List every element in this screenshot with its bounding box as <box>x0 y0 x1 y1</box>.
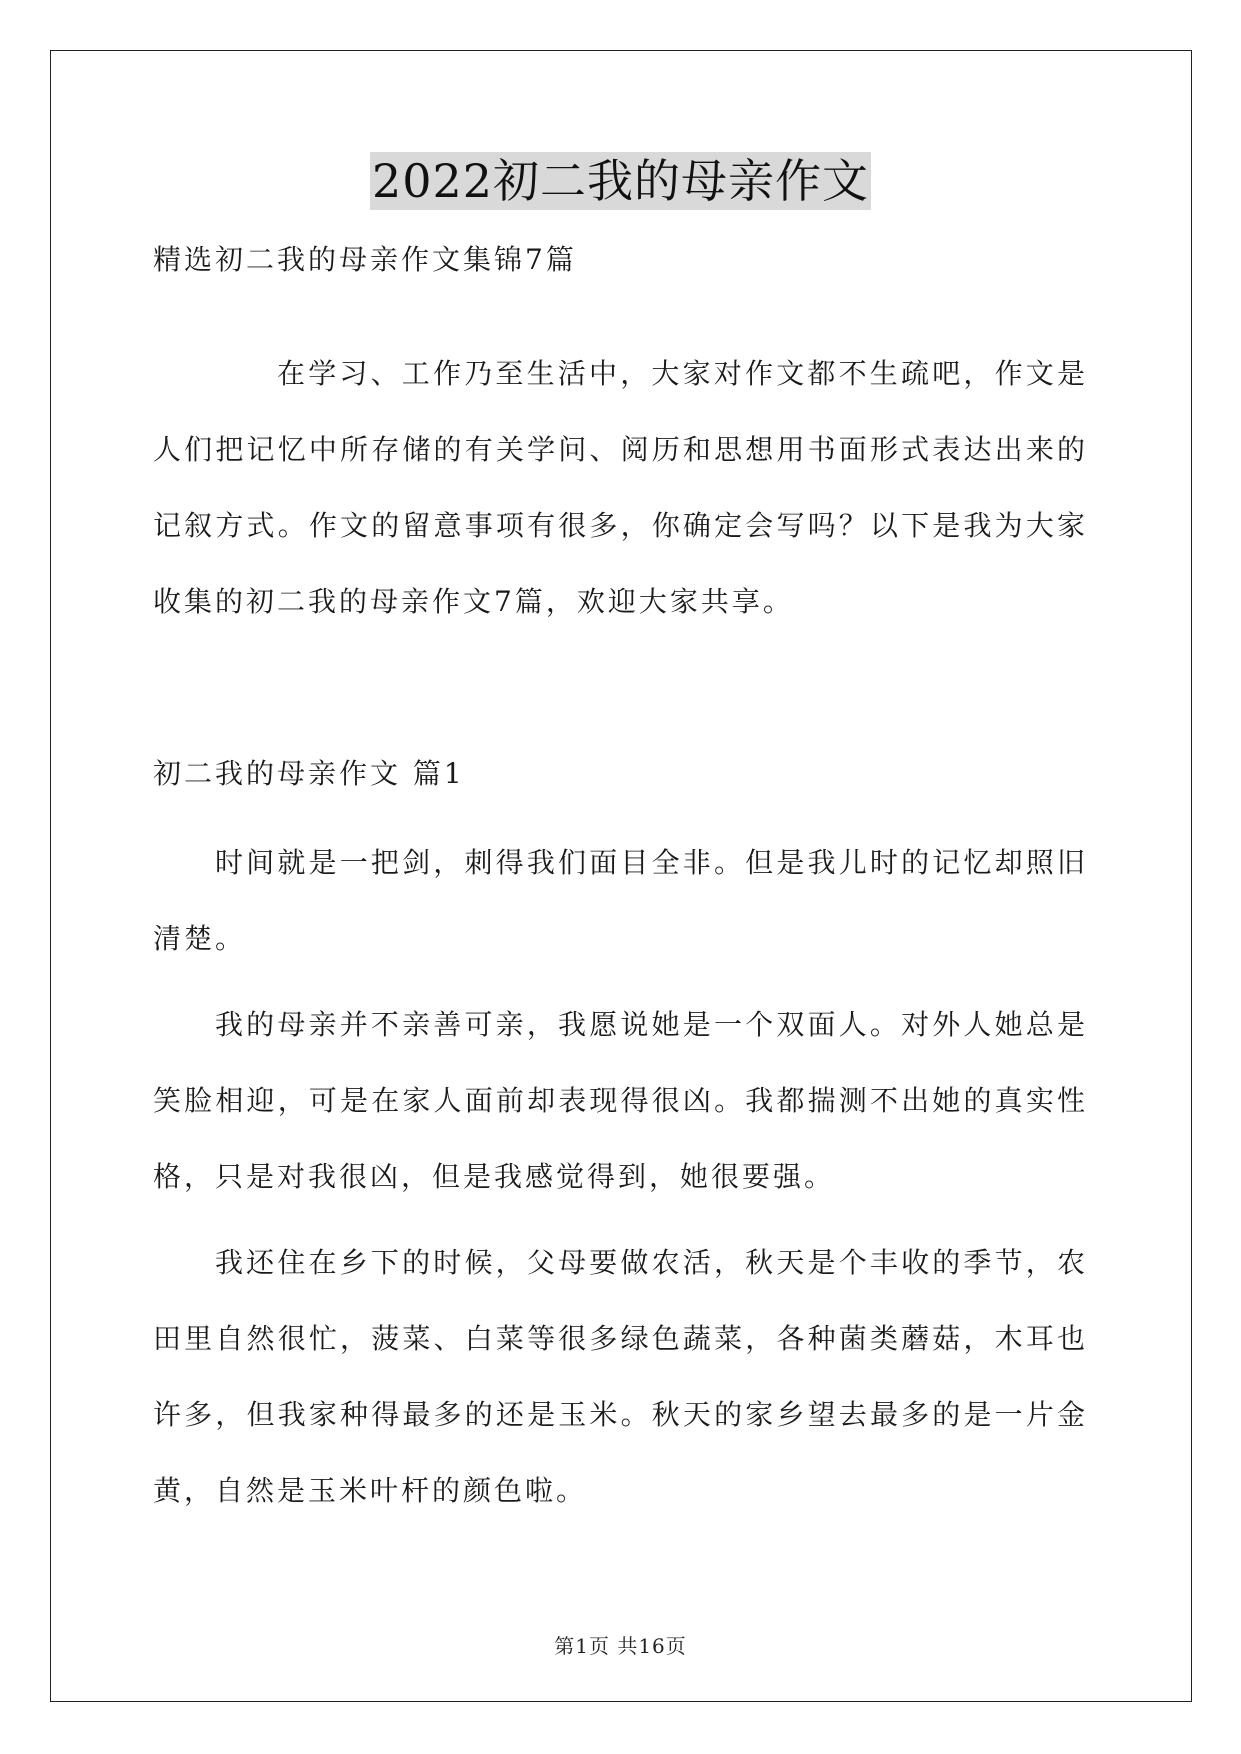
document-title: 2022初二我的母亲作文 <box>371 154 870 208</box>
section-heading: 初二我的母亲作文 篇1 <box>153 757 465 790</box>
intro-paragraph: 在学习、工作乃至生活中，大家对作文都不生疏吧，作文是人们把记忆中所存储的有关学问、阅历和思想用书面形式表达出来的记叙方式。作文的留意事项有很多，你确定会写吗？以下是我为大家收集的初二我的母亲作文7篇，欢迎大家共享。 <box>153 357 1088 618</box>
page-footer: 第1页 共16页 <box>554 1634 687 1658</box>
body-paragraph-2: 我的母亲并不亲善可亲，我愿说她是一个双面人。对外人她总是笑脸相迎，可是在家人面前却表现得很凶。我都揣测不出她的真实性格，只是对我很凶，但是我感觉得到，她很要强。 <box>153 1008 1088 1193</box>
body-paragraph-3: 我还住在乡下的时候，父母要做农活，秋天是个丰收的季节，农田里自然很忙，菠菜、白菜等很多绿色蔬菜，各种菌类蘑菇，木耳也许多，但我家种得最多的还是玉米。秋天的家乡望去最多的是一片金黄，自然是玉米叶杆的颜色啦。 <box>153 1246 1088 1507</box>
document-subtitle: 精选初二我的母亲作文集锦7篇 <box>153 243 577 276</box>
body-paragraphs <box>153 825 1088 1539</box>
body-paragraph-1: 时间就是一把剑，刺得我们面目全非。但是我儿时的记忆却照旧清楚。 <box>153 846 1088 955</box>
title-container <box>0 152 1241 210</box>
